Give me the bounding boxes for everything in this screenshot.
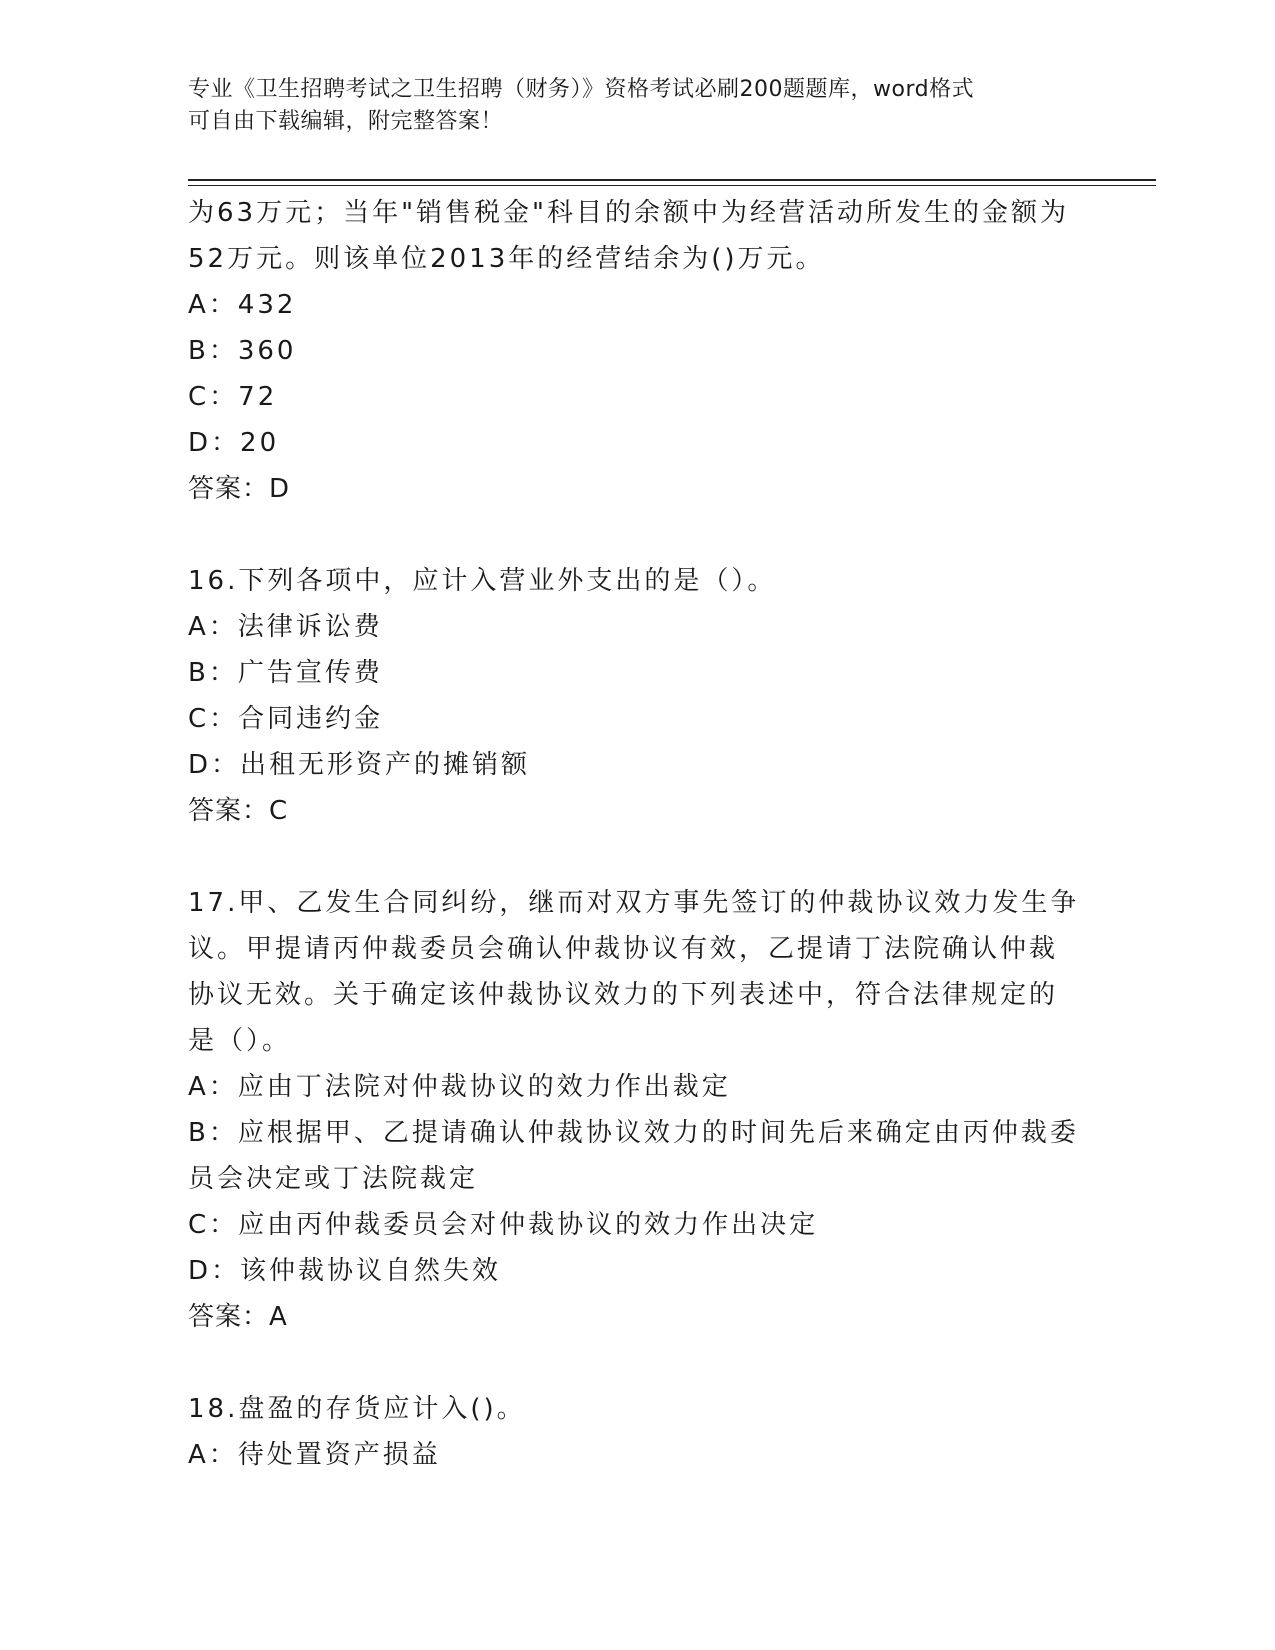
- option-a: A：应由丁法院对仲裁协议的效力作出裁定: [188, 1072, 731, 1102]
- document-header: [188, 74, 1068, 138]
- option-c: C：72: [188, 382, 278, 412]
- option-c: C：应由丙仲裁委员会对仲裁协议的效力作出决定: [188, 1210, 819, 1240]
- option-c: C：合同违约金: [188, 704, 384, 734]
- option-b: B：广告宣传费: [188, 658, 383, 688]
- option-d: D：该仲裁协议自然失效: [188, 1256, 502, 1286]
- answer-label: 答案：C: [188, 796, 289, 826]
- question-stem-line: 16.下列各项中，应计入营业外支出的是（）。: [188, 566, 777, 596]
- option-d: D：20: [188, 428, 280, 458]
- question-list: [188, 190, 1088, 1478]
- question-17: [188, 880, 1088, 1340]
- question-stem-line: 是（）。: [188, 1026, 292, 1056]
- question-stem-line: 为63万元；当年"销售税金"科目的余额中为经营活动所发生的金额为: [188, 198, 1070, 228]
- option-b: B：应根据甲、乙提请确认仲裁协议效力的时间先后来确定由丙仲裁委: [188, 1118, 1079, 1148]
- header-divider-thin: [188, 185, 1156, 186]
- header-divider-thick: [188, 179, 1156, 181]
- question-15-continued: [188, 190, 1088, 512]
- question-stem-line: 52万元。则该单位2013年的经营结余为()万元。: [188, 244, 825, 274]
- option-b: B：360: [188, 336, 297, 366]
- option-b-continued: 员会决定或丁法院裁定: [188, 1164, 479, 1194]
- question-stem-line: 协议无效。关于确定该仲裁协议效力的下列表述中，符合法律规定的: [188, 980, 1059, 1010]
- question-16: [188, 558, 1088, 834]
- question-18: [188, 1386, 1088, 1478]
- question-stem-line: 17.甲、乙发生合同纠纷，继而对双方事先签订的仲裁协议效力发生争: [188, 888, 1080, 918]
- header-line-1: 专业《卫生招聘考试之卫生招聘（财务）》资格考试必刷200题题库，word格式: [188, 77, 975, 102]
- option-a: A：法律诉讼费: [188, 612, 383, 642]
- question-stem-line: 18.盘盈的存货应计入()。: [188, 1394, 526, 1424]
- question-stem-line: 议。甲提请丙仲裁委员会确认仲裁协议有效，乙提请丁法院确认仲裁: [188, 934, 1059, 964]
- answer-label: 答案：A: [188, 1302, 288, 1332]
- option-a: A：432: [188, 290, 297, 320]
- header-line-2: 可自由下载编辑，附完整答案！: [188, 109, 504, 134]
- answer-label: 答案：D: [188, 474, 291, 504]
- option-d: D：出租无形资产的摊销额: [188, 750, 531, 780]
- option-a: A：待处置资产损益: [188, 1440, 441, 1470]
